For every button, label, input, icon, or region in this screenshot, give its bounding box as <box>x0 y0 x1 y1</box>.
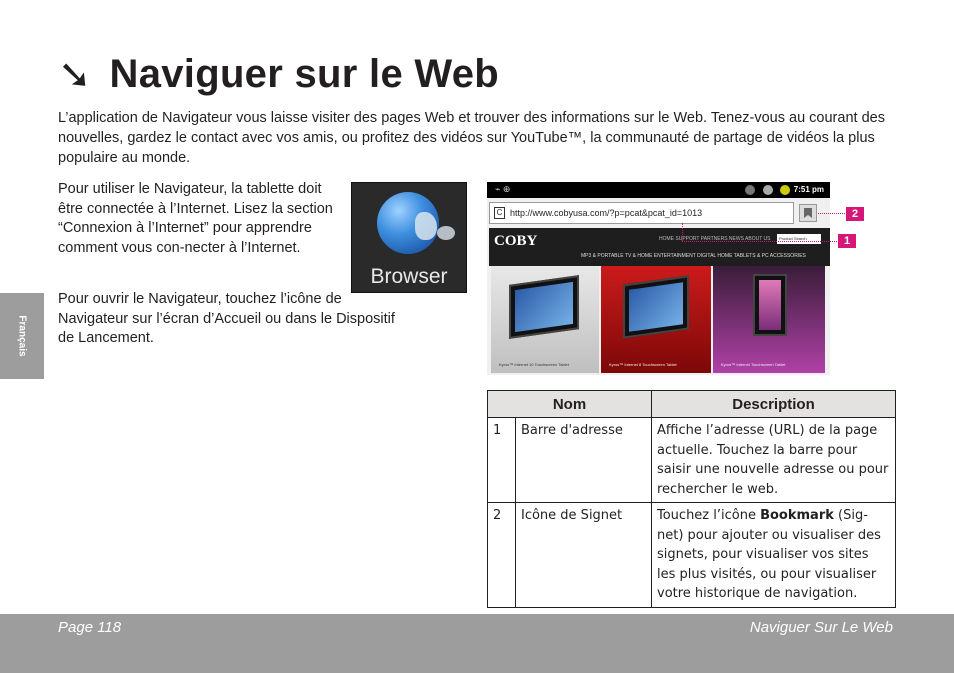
address-bar[interactable] <box>489 202 794 224</box>
status-bar <box>487 182 830 198</box>
table-row <box>488 503 896 608</box>
site-logo: COBY <box>494 233 538 249</box>
table-row <box>488 418 896 503</box>
browser-app-label: Browser <box>370 265 448 288</box>
connect-paragraph: Pour utiliser le Navigateur, la tablette doit être connectée à l’Internet. Lisez la section “Connexion à l’Internet” pour apprendre comment vous con-necter à l’Internet. <box>58 181 333 256</box>
globe-icon <box>377 192 439 254</box>
tablet-image <box>753 274 787 336</box>
section-name: Naviguer Sur Le Web <box>749 619 893 636</box>
bookmark-icon <box>804 208 812 218</box>
site-nav-bottom: MP3 & PORTABLE TV & HOME ENTERTAINMENT DIGITAL HOME TABLETS & PC ACCESSORIES <box>581 253 806 259</box>
language-tab <box>0 293 44 379</box>
language-tab-label: Français <box>16 315 28 357</box>
address-url: http://www.cobyusa.com/?p=pcat&pcat_id=1013 <box>510 208 703 218</box>
row-description: Affiche l’adresse (URL) de la page actuelle. Touchez la barre pour saisir une nouvelle adresse ou pour rechercher le web. <box>652 418 896 503</box>
tablet-image <box>623 275 689 338</box>
row-name: Barre d'adresse <box>516 418 652 503</box>
product-caption: Kyros™ Internet 8 Touchscreen Tablet <box>609 362 677 367</box>
browser-app-icon <box>351 182 467 293</box>
product-caption: Kyros™ Internet 10 Touchscreen Tablet <box>499 362 569 367</box>
tablet-image <box>509 275 579 339</box>
description-table <box>487 390 896 608</box>
bookmark-button[interactable] <box>799 204 817 222</box>
page-title <box>58 52 499 97</box>
page-footer <box>0 614 954 673</box>
page-favicon-icon: C <box>494 207 505 219</box>
row-number: 2 <box>488 503 516 608</box>
wifi-icon <box>763 185 773 195</box>
page-title-text: Naviguer sur le Web <box>109 52 500 96</box>
product-caption: Kyros™ Internet Touchscreen Tablet <box>721 362 786 367</box>
table-header-description: Description <box>652 391 896 418</box>
table-header-name: Nom <box>488 391 652 418</box>
bookmark-term: Bookmark <box>760 508 834 523</box>
open-paragraph: Pour ouvrir le Navigateur, touchez l’icône de Navigateur sur l’écran d’Accueil ou dans le Dispositif de Lancement. <box>58 291 395 346</box>
row-number: 1 <box>488 418 516 503</box>
intro-paragraph: L’application de Navigateur vous laisse visiter des pages Web et trouver des informations sur le Web. Tenez-vous au courant des nouvelles, gardez le contact avec vos amis, ou profitez des vidéos sur YouTube™, la communauté de partage de vidéos la plus populaire au monde. <box>58 110 885 166</box>
callout-1: 1 <box>838 234 856 248</box>
row-description: Touchez l’icône Bookmark (Sig-net) pour ajouter ou visualiser des signets, pour visualiser vos sites les plus visités, ou pour visualiser votre historique de navigation. <box>652 503 896 608</box>
browser-screenshot <box>487 182 830 375</box>
usb-icon: ⌁ ⊕ <box>495 184 511 194</box>
arrow-icon: ➘ <box>58 52 92 97</box>
site-header <box>489 228 830 266</box>
page-number: Page 118 <box>58 619 122 636</box>
product-panel <box>601 266 711 373</box>
status-time: 7:51 pm <box>793 185 824 194</box>
callout-2: 2 <box>846 207 864 221</box>
row-name: Icône de Signet <box>516 503 652 608</box>
sync-icon <box>745 185 755 195</box>
site-nav-top: HOME SUPPORT PARTNERS NEWS ABOUT US <box>659 236 771 242</box>
site-search-input: Product Search <box>777 234 821 244</box>
product-panel <box>491 266 599 373</box>
product-panel <box>713 266 825 373</box>
battery-icon <box>780 185 790 195</box>
